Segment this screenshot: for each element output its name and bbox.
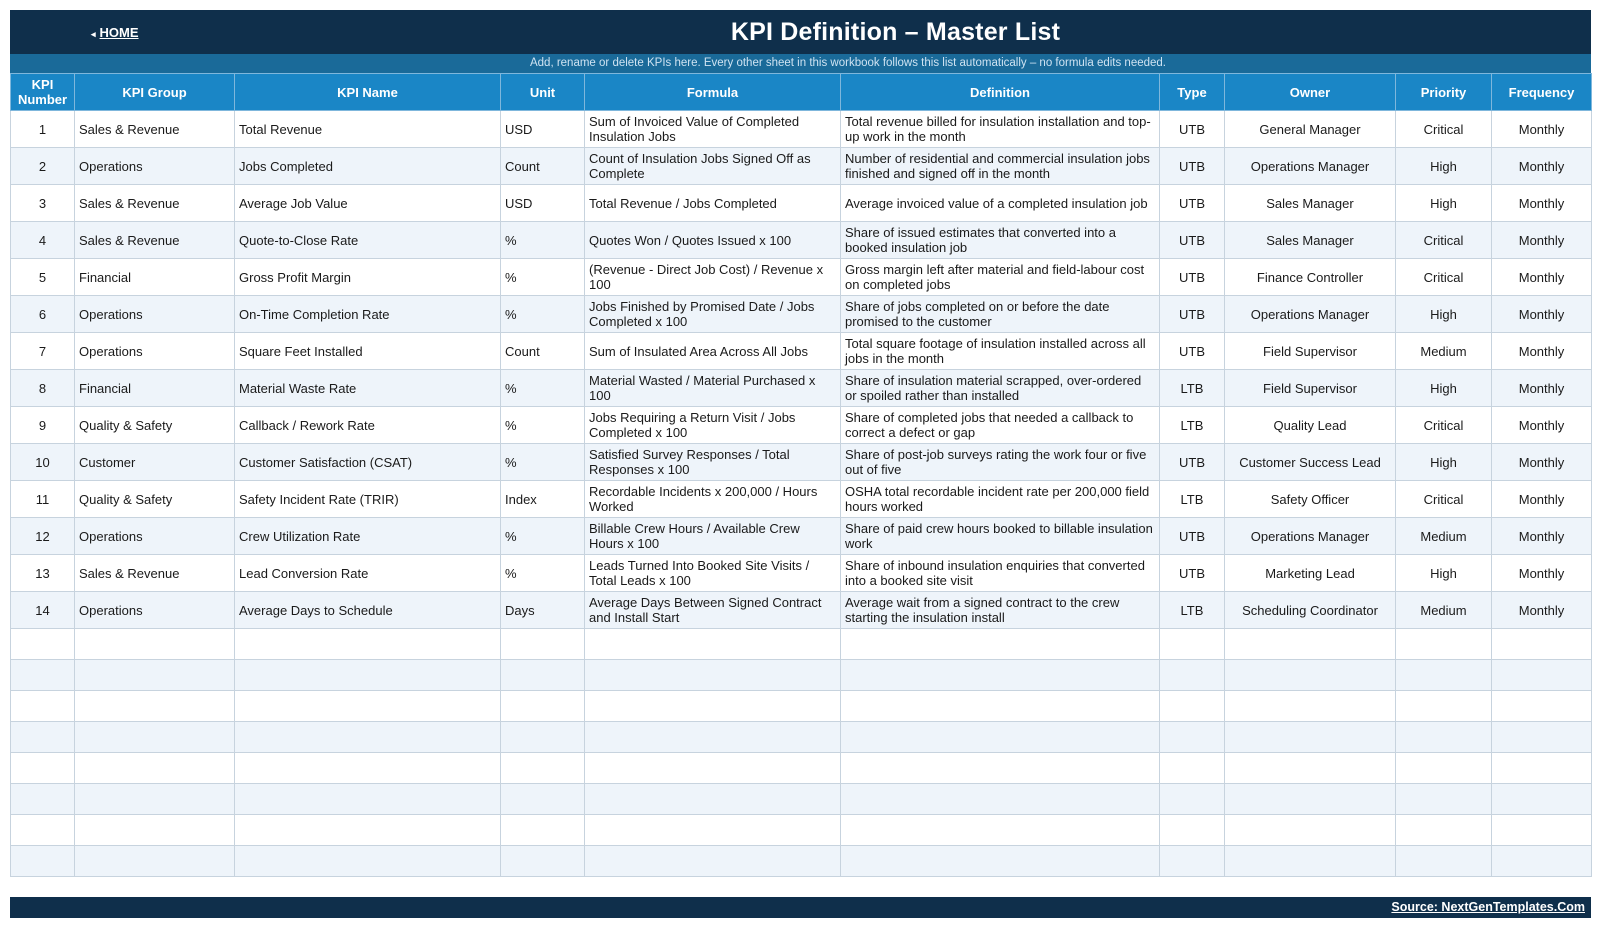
table-cell[interactable]: Monthly [1492,481,1592,518]
table-cell[interactable]: 9 [11,407,75,444]
table-cell-empty[interactable] [1492,722,1592,753]
table-cell-empty[interactable] [841,753,1160,784]
table-cell[interactable]: Operations Manager [1225,518,1396,555]
table-cell-empty[interactable] [235,660,501,691]
table-cell-empty[interactable] [841,722,1160,753]
table-cell[interactable]: Monthly [1492,370,1592,407]
table-cell-empty[interactable] [1492,846,1592,877]
table-cell[interactable]: % [501,296,585,333]
table-cell[interactable]: Critical [1396,407,1492,444]
table-cell-empty[interactable] [75,753,235,784]
kpi-table [10,73,1592,877]
table-cell-empty[interactable] [235,691,501,722]
column-header-kpi-group: KPI Group [75,74,235,111]
table-cell-empty[interactable] [1160,629,1225,660]
table-cell[interactable]: Operations [75,296,235,333]
table-cell-empty[interactable] [1396,722,1492,753]
table-cell-empty[interactable] [75,629,235,660]
table-cell-empty[interactable] [1225,629,1396,660]
table-row-empty [11,660,1592,691]
table-cell[interactable]: 10 [11,444,75,481]
table-cell-empty[interactable] [1160,722,1225,753]
table-cell-empty[interactable] [11,815,75,846]
table-cell[interactable]: 12 [11,518,75,555]
table-cell[interactable]: Total revenue billed for insulation installation and top-up work in the month [841,111,1160,148]
table-cell[interactable]: Operations [75,518,235,555]
table-cell-empty[interactable] [585,784,841,815]
table-row [11,333,1592,370]
table-cell-empty[interactable] [1396,691,1492,722]
table-cell[interactable]: Average Days Between Signed Contract and Install Start [585,592,841,629]
table-cell[interactable]: Monthly [1492,222,1592,259]
table-cell[interactable]: Monthly [1492,259,1592,296]
table-cell-empty[interactable] [1160,660,1225,691]
table-cell[interactable]: Critical [1396,111,1492,148]
table-cell-empty[interactable] [11,753,75,784]
table-cell[interactable]: Field Supervisor [1225,370,1396,407]
table-cell[interactable]: Monthly [1492,148,1592,185]
source-link[interactable]: Source: NextGenTemplates.Com [1391,900,1585,914]
table-row [11,185,1592,222]
table-cell[interactable]: Field Supervisor [1225,333,1396,370]
table-cell[interactable]: Finance Controller [1225,259,1396,296]
table-cell[interactable]: High [1396,555,1492,592]
table-cell[interactable]: Monthly [1492,185,1592,222]
table-cell[interactable]: Monthly [1492,518,1592,555]
table-cell[interactable]: Operations [75,148,235,185]
table-cell[interactable]: % [501,222,585,259]
table-cell-empty[interactable] [501,846,585,877]
table-cell[interactable]: Callback / Rework Rate [235,407,501,444]
table-cell-empty[interactable] [235,784,501,815]
table-cell[interactable]: Jobs Finished by Promised Date / Jobs Completed x 100 [585,296,841,333]
table-cell-empty[interactable] [501,722,585,753]
table-cell-empty[interactable] [585,815,841,846]
table-cell[interactable]: Sales & Revenue [75,555,235,592]
table-cell[interactable]: Marketing Lead [1225,555,1396,592]
table-cell[interactable]: High [1396,296,1492,333]
table-row [11,555,1592,592]
table-cell-empty[interactable] [235,722,501,753]
table-cell[interactable]: Lead Conversion Rate [235,555,501,592]
table-cell-empty[interactable] [75,846,235,877]
column-header-frequency: Frequency [1492,74,1592,111]
table-cell[interactable]: Critical [1396,259,1492,296]
table-header-row [11,74,1592,111]
table-cell-empty[interactable] [75,691,235,722]
table-cell-empty[interactable] [841,815,1160,846]
table-cell[interactable]: UTB [1160,111,1225,148]
table-cell-empty[interactable] [585,691,841,722]
table-cell-empty[interactable] [1225,660,1396,691]
table-cell[interactable]: OSHA total recordable incident rate per 200,000 field hours worked [841,481,1160,518]
table-cell-empty[interactable] [1225,691,1396,722]
table-cell[interactable]: Count [501,333,585,370]
table-cell[interactable]: USD [501,111,585,148]
table-cell[interactable]: UTB [1160,296,1225,333]
table-cell-empty[interactable] [1160,846,1225,877]
table-cell[interactable]: Monthly [1492,555,1592,592]
table-cell-empty[interactable] [585,722,841,753]
table-cell[interactable]: 5 [11,259,75,296]
column-header-kpi-name: KPI Name [235,74,501,111]
table-cell-empty[interactable] [501,629,585,660]
table-cell[interactable]: UTB [1160,333,1225,370]
table-cell-empty[interactable] [1225,722,1396,753]
table-cell-empty[interactable] [1492,815,1592,846]
table-cell-empty[interactable] [1160,784,1225,815]
table-cell-empty[interactable] [11,784,75,815]
table-row [11,518,1592,555]
column-header-unit: Unit [501,74,585,111]
table-cell[interactable]: Customer Success Lead [1225,444,1396,481]
table-cell[interactable]: Medium [1396,333,1492,370]
table-cell[interactable]: Financial [75,259,235,296]
table-cell-empty[interactable] [1396,815,1492,846]
table-cell[interactable]: Monthly [1492,333,1592,370]
table-cell[interactable]: Count of Insulation Jobs Signed Off as Complete [585,148,841,185]
table-row [11,481,1592,518]
table-cell[interactable]: Square Feet Installed [235,333,501,370]
table-cell[interactable]: Share of jobs completed on or before the date promised to the customer [841,296,1160,333]
table-cell[interactable]: Recordable Incidents x 200,000 / Hours Worked [585,481,841,518]
table-cell-empty[interactable] [235,815,501,846]
column-header-formula: Formula [585,74,841,111]
table-cell-empty[interactable] [75,660,235,691]
table-cell[interactable]: Monthly [1492,296,1592,333]
table-cell-empty[interactable] [841,691,1160,722]
table-row [11,296,1592,333]
table-cell[interactable]: Number of residential and commercial insulation jobs finished and signed off in the month [841,148,1160,185]
table-cell-empty[interactable] [75,722,235,753]
table-cell-empty[interactable] [841,846,1160,877]
column-header-priority: Priority [1396,74,1492,111]
table-row [11,444,1592,481]
table-cell[interactable]: Sales & Revenue [75,222,235,259]
table-row-empty [11,722,1592,753]
table-cell[interactable]: UTB [1160,444,1225,481]
table-cell[interactable]: % [501,518,585,555]
table-row [11,148,1592,185]
table-cell[interactable]: High [1396,370,1492,407]
table-cell[interactable]: Sales Manager [1225,222,1396,259]
table-cell[interactable]: 14 [11,592,75,629]
table-cell[interactable]: Operations [75,333,235,370]
table-cell-empty[interactable] [1492,660,1592,691]
table-cell[interactable]: UTB [1160,148,1225,185]
column-header-kpi-number: KPI Number [11,74,75,111]
table-cell[interactable]: 1 [11,111,75,148]
table-cell[interactable]: Critical [1396,222,1492,259]
table-cell[interactable]: % [501,444,585,481]
table-cell-empty[interactable] [1396,784,1492,815]
table-cell-empty[interactable] [235,753,501,784]
table-cell[interactable]: % [501,370,585,407]
table-cell-empty[interactable] [1225,846,1396,877]
table-cell-empty[interactable] [501,753,585,784]
table-cell[interactable]: Scheduling Coordinator [1225,592,1396,629]
table-cell[interactable]: Days [501,592,585,629]
table-cell[interactable]: Total Revenue / Jobs Completed [585,185,841,222]
table-cell[interactable]: 4 [11,222,75,259]
table-cell[interactable]: UTB [1160,259,1225,296]
column-header-definition: Definition [841,74,1160,111]
table-cell[interactable]: UTB [1160,185,1225,222]
table-cell-empty[interactable] [1396,846,1492,877]
table-row-empty [11,846,1592,877]
table-cell-empty[interactable] [1160,815,1225,846]
table-cell-empty[interactable] [1396,629,1492,660]
table-cell[interactable]: (Revenue - Direct Job Cost) / Revenue x 100 [585,259,841,296]
table-cell[interactable]: UTB [1160,555,1225,592]
table-cell-empty[interactable] [1492,629,1592,660]
table-cell-empty[interactable] [11,660,75,691]
table-cell[interactable]: Quotes Won / Quotes Issued x 100 [585,222,841,259]
table-cell[interactable]: % [501,259,585,296]
table-cell[interactable]: Satisfied Survey Responses / Total Responses x 100 [585,444,841,481]
table-cell[interactable]: USD [501,185,585,222]
title-bar [10,10,1591,54]
table-cell[interactable]: Quality & Safety [75,481,235,518]
table-cell[interactable]: LTB [1160,481,1225,518]
table-row-empty [11,629,1592,660]
table-cell[interactable]: Crew Utilization Rate [235,518,501,555]
table-cell[interactable]: Critical [1396,481,1492,518]
table-cell[interactable]: % [501,407,585,444]
table-cell[interactable]: Share of completed jobs that needed a callback to correct a defect or gap [841,407,1160,444]
table-cell[interactable]: Quality & Safety [75,407,235,444]
table-cell[interactable]: Sales Manager [1225,185,1396,222]
table-cell-empty[interactable] [1492,753,1592,784]
table-cell[interactable]: Index [501,481,585,518]
table-cell[interactable]: Quality Lead [1225,407,1396,444]
column-header-owner: Owner [1225,74,1396,111]
table-cell[interactable]: High [1396,185,1492,222]
table-cell[interactable]: Sum of Invoiced Value of Completed Insulation Jobs [585,111,841,148]
home-label: HOME [99,25,139,40]
table-row [11,592,1592,629]
table-cell-empty[interactable] [501,784,585,815]
table-cell-empty[interactable] [501,691,585,722]
table-cell[interactable]: On-Time Completion Rate [235,296,501,333]
table-cell[interactable]: Safety Incident Rate (TRIR) [235,481,501,518]
table-cell[interactable]: Average invoiced value of a completed insulation job [841,185,1160,222]
table-cell[interactable]: UTB [1160,518,1225,555]
table-cell-empty[interactable] [841,784,1160,815]
table-cell[interactable]: Average Job Value [235,185,501,222]
table-cell-empty[interactable] [11,846,75,877]
table-cell[interactable]: Total Revenue [235,111,501,148]
table-cell[interactable]: 7 [11,333,75,370]
table-cell-empty[interactable] [1492,784,1592,815]
table-cell[interactable]: Sum of Insulated Area Across All Jobs [585,333,841,370]
table-cell-empty[interactable] [501,815,585,846]
table-cell[interactable]: Medium [1396,592,1492,629]
table-cell-empty[interactable] [585,753,841,784]
table-cell[interactable]: Leads Turned Into Booked Site Visits / Total Leads x 100 [585,555,841,592]
table-cell[interactable]: High [1396,444,1492,481]
table-cell[interactable]: UTB [1160,222,1225,259]
table-cell[interactable]: 13 [11,555,75,592]
page-subtitle: Add, rename or delete KPIs here. Every other sheet in this workbook follows this list automatically – no formula edits needed. [10,54,1591,73]
table-row [11,222,1592,259]
table-cell[interactable]: Medium [1396,518,1492,555]
table-cell-empty[interactable] [75,784,235,815]
table-cell-empty[interactable] [1160,691,1225,722]
table-cell[interactable]: Sales & Revenue [75,185,235,222]
table-row-empty [11,815,1592,846]
back-arrow-icon: ◂ [91,29,96,39]
table-cell[interactable]: 6 [11,296,75,333]
page-title: KPI Definition – Master List [730,18,1061,46]
table-row-empty [11,691,1592,722]
table-cell[interactable]: Gross Profit Margin [235,259,501,296]
table-cell-empty[interactable] [235,629,501,660]
table-cell[interactable]: Safety Officer [1225,481,1396,518]
table-cell[interactable]: Jobs Completed [235,148,501,185]
table-body [11,111,1592,877]
table-cell[interactable]: Share of inbound insulation enquiries that converted into a booked site visit [841,555,1160,592]
table-cell-empty[interactable] [501,660,585,691]
table-cell-empty[interactable] [1225,753,1396,784]
table-cell-empty[interactable] [585,660,841,691]
table-cell[interactable]: Customer Satisfaction (CSAT) [235,444,501,481]
table-cell[interactable]: Customer [75,444,235,481]
table-cell[interactable]: Share of insulation material scrapped, over-ordered or spoiled rather than installed [841,370,1160,407]
table-cell[interactable]: General Manager [1225,111,1396,148]
table-cell[interactable]: Average Days to Schedule [235,592,501,629]
table-cell[interactable]: Share of post-job surveys rating the work four or five out of five [841,444,1160,481]
table-cell-empty[interactable] [1225,784,1396,815]
table-cell-empty[interactable] [841,629,1160,660]
table-cell-empty[interactable] [11,691,75,722]
table-cell-empty[interactable] [1225,815,1396,846]
footer-bar [10,897,1591,918]
table-cell[interactable]: Financial [75,370,235,407]
table-cell[interactable]: Monthly [1492,407,1592,444]
table-cell-empty[interactable] [75,815,235,846]
table-row [11,407,1592,444]
table-cell[interactable]: Operations [75,592,235,629]
table-cell[interactable]: 3 [11,185,75,222]
table-cell[interactable]: LTB [1160,407,1225,444]
table-cell-empty[interactable] [585,846,841,877]
table-row [11,111,1592,148]
table-cell-empty[interactable] [11,722,75,753]
table-cell[interactable]: Count [501,148,585,185]
kpi-sheet [10,10,1591,877]
table-cell-empty[interactable] [1492,691,1592,722]
table-cell[interactable]: 11 [11,481,75,518]
table-cell[interactable]: 8 [11,370,75,407]
table-cell[interactable]: Gross margin left after material and field-labour cost on completed jobs [841,259,1160,296]
table-cell[interactable]: Monthly [1492,444,1592,481]
table-row [11,259,1592,296]
table-cell[interactable]: Monthly [1492,111,1592,148]
table-cell[interactable]: Share of issued estimates that converted into a booked insulation job [841,222,1160,259]
table-cell[interactable]: Average wait from a signed contract to the crew starting the insulation install [841,592,1160,629]
table-cell[interactable]: High [1396,148,1492,185]
table-cell[interactable]: LTB [1160,370,1225,407]
table-cell[interactable]: % [501,555,585,592]
table-row-empty [11,753,1592,784]
table-cell[interactable]: Material Wasted / Material Purchased x 100 [585,370,841,407]
table-cell[interactable]: Material Waste Rate [235,370,501,407]
table-cell[interactable]: LTB [1160,592,1225,629]
table-cell-empty[interactable] [235,846,501,877]
table-cell[interactable]: Billable Crew Hours / Available Crew Hours x 100 [585,518,841,555]
table-cell-empty[interactable] [585,629,841,660]
table-cell[interactable]: Operations Manager [1225,296,1396,333]
table-cell-empty[interactable] [841,660,1160,691]
table-row-empty [11,784,1592,815]
table-cell[interactable]: Share of paid crew hours booked to billable insulation work [841,518,1160,555]
table-cell[interactable]: Monthly [1492,592,1592,629]
table-cell[interactable]: 2 [11,148,75,185]
table-cell-empty[interactable] [1396,660,1492,691]
column-header-type: Type [1160,74,1225,111]
table-cell[interactable]: Operations Manager [1225,148,1396,185]
table-row [11,370,1592,407]
table-cell-empty[interactable] [11,629,75,660]
table-cell[interactable]: Sales & Revenue [75,111,235,148]
table-cell[interactable]: Total square footage of insulation installed across all jobs in the month [841,333,1160,370]
table-cell[interactable]: Jobs Requiring a Return Visit / Jobs Completed x 100 [585,407,841,444]
table-cell-empty[interactable] [1160,753,1225,784]
table-cell-empty[interactable] [1396,753,1492,784]
table-cell[interactable]: Quote-to-Close Rate [235,222,501,259]
